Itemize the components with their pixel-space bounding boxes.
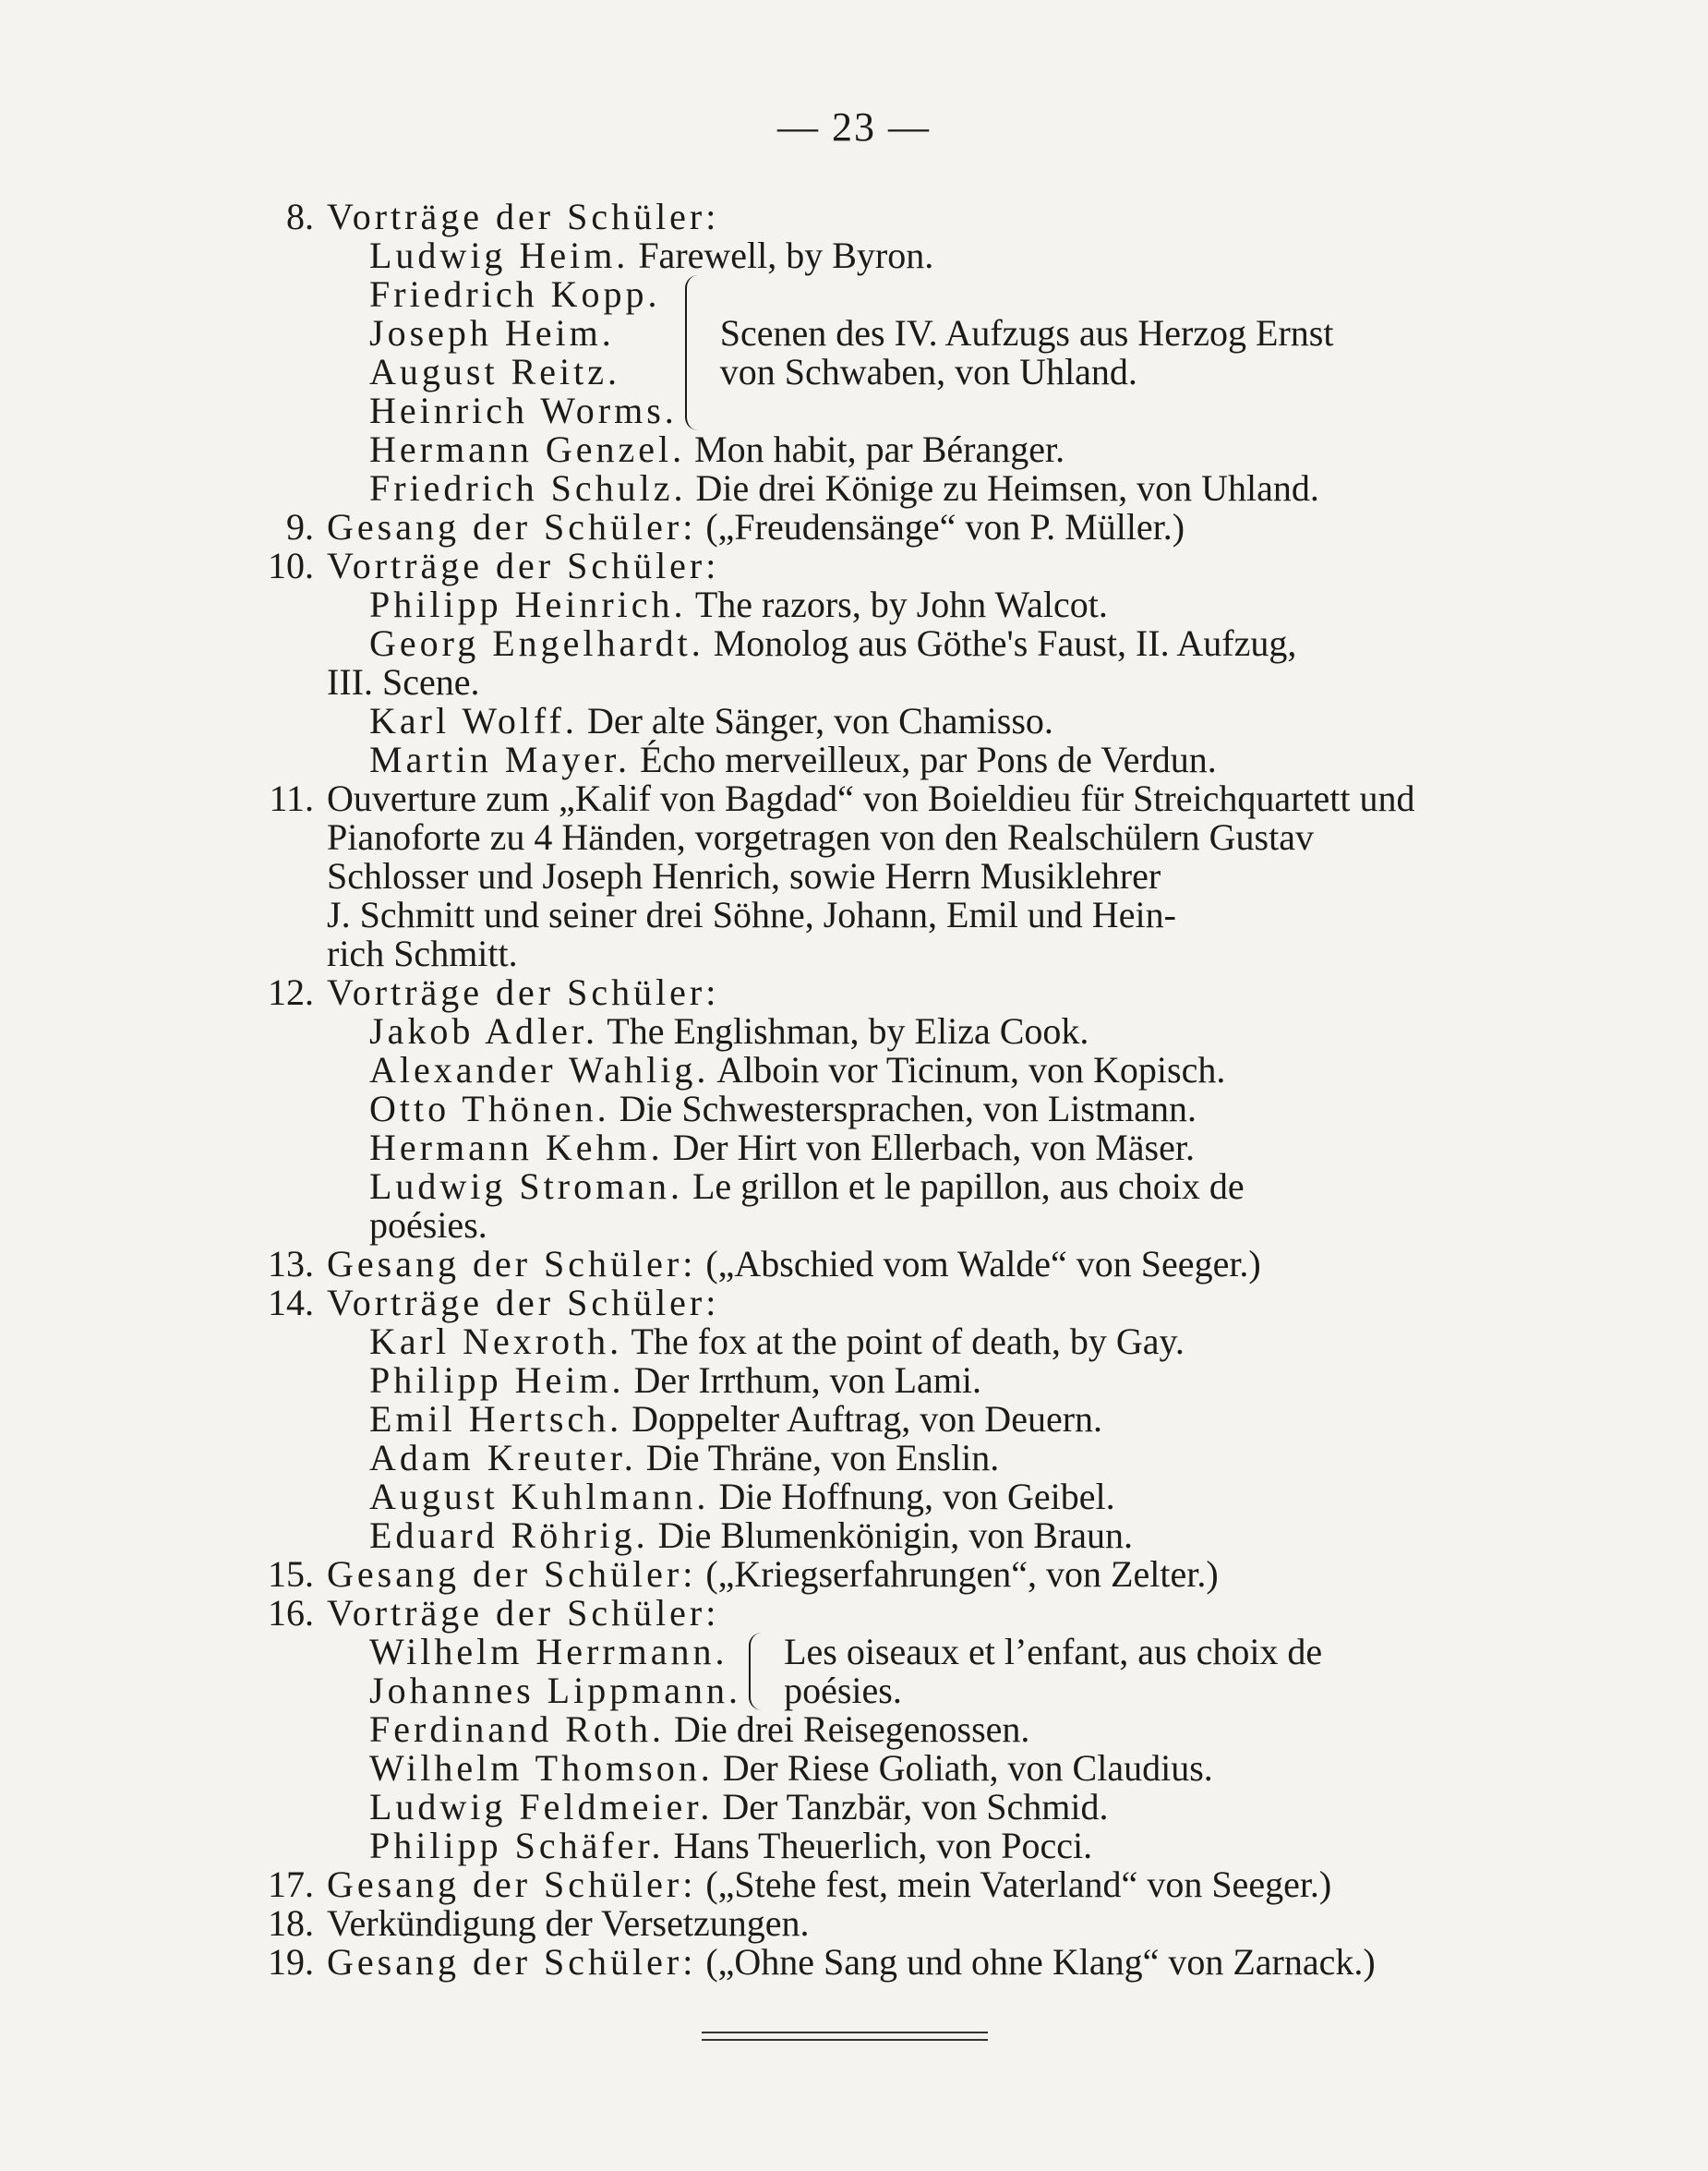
performer-name: Philipp Schäfer. bbox=[369, 1825, 665, 1866]
performer-name: Ludwig Stroman. bbox=[369, 1165, 683, 1207]
item-detail: („Stehe fest, mein Vaterland“ von Seeger.) bbox=[705, 1863, 1332, 1905]
item-text: Schlosser und Joseph Henrich, sowie Herrn Musiklehrer bbox=[327, 855, 1161, 897]
piece-title: Die Thräne, von Enslin. bbox=[645, 1437, 1000, 1478]
item-heading: Vorträge der Schüler: bbox=[327, 1282, 720, 1323]
piece-title: Der Tanzbär, von Schmid. bbox=[722, 1786, 1109, 1827]
item-text: rich Schmitt. bbox=[327, 933, 518, 974]
item-heading: Gesang der Schüler: bbox=[327, 1243, 697, 1285]
piece-title: Die drei Könige zu Heimsen, von Uhland. bbox=[695, 467, 1319, 509]
performance-line bbox=[235, 1012, 1500, 1051]
piece-title-continued: von Schwaben, von Uhland. bbox=[719, 351, 1137, 392]
list-item-18 bbox=[235, 1904, 1500, 1943]
list-item-12 bbox=[235, 973, 1500, 1012]
piece-title: The razors, by John Walcot. bbox=[694, 584, 1108, 625]
item-number: 18. bbox=[268, 1902, 314, 1944]
performer-name: Ludwig Feldmeier. bbox=[369, 1786, 714, 1827]
performer-name: Wilhelm Herrmann. bbox=[369, 1631, 728, 1672]
item-detail: („Ohne Sang und ohne Klang“ von Zarnack.) bbox=[705, 1941, 1376, 1983]
performer-name: Karl Wolff. bbox=[369, 700, 578, 742]
performance-line bbox=[235, 1439, 1500, 1477]
piece-title: Der Irrthum, von Lami. bbox=[633, 1359, 982, 1401]
item-number: 8. bbox=[286, 196, 314, 237]
list-item-9 bbox=[235, 508, 1500, 547]
performer-name: August Kuhlmann. bbox=[369, 1476, 710, 1517]
item-detail: („Freudensänge“ von P. Müller.) bbox=[705, 506, 1185, 548]
item-heading: Gesang der Schüler: bbox=[327, 1553, 697, 1595]
performance-line bbox=[235, 1322, 1500, 1361]
performer-name: Joseph Heim. bbox=[369, 312, 615, 354]
performer-group bbox=[235, 1633, 1500, 1710]
performance-line bbox=[235, 1167, 1500, 1206]
performer-name: Hermann Genzel. bbox=[369, 428, 686, 470]
performer-name: Friedrich Kopp. bbox=[369, 273, 661, 315]
item-number: 13. bbox=[268, 1243, 314, 1285]
program-list bbox=[235, 198, 1500, 1982]
performer-group bbox=[235, 275, 1500, 430]
performer-name: Philipp Heim. bbox=[369, 1359, 625, 1401]
continuation-line bbox=[235, 935, 1500, 973]
performance-line bbox=[235, 469, 1500, 508]
piece-title: Der Riese Goliath, von Claudius. bbox=[722, 1747, 1213, 1789]
piece-title-continued: poésies. bbox=[784, 1670, 902, 1711]
page-number: — 23 — bbox=[777, 104, 931, 150]
performer-name: August Reitz. bbox=[369, 351, 620, 392]
continuation-line bbox=[235, 818, 1500, 857]
end-rule-divider bbox=[702, 2032, 988, 2033]
list-item-8 bbox=[235, 198, 1500, 236]
piece-title: Die Schwestersprachen, von Listmann. bbox=[619, 1088, 1197, 1129]
continuation-line bbox=[235, 663, 1500, 702]
brace-icon bbox=[685, 275, 707, 430]
item-number: 12. bbox=[268, 971, 314, 1013]
performer-name: Otto Thönen. bbox=[369, 1088, 610, 1129]
piece-title: Die drei Reisegenossen. bbox=[673, 1708, 1030, 1750]
piece-title: Der Hirt von Ellerbach, von Mäser. bbox=[672, 1127, 1195, 1168]
item-number: 9. bbox=[286, 506, 314, 548]
item-heading: Vorträge der Schüler: bbox=[327, 196, 720, 237]
performance-line bbox=[235, 1710, 1500, 1749]
list-item-10 bbox=[235, 547, 1500, 585]
piece-title: Le grillon et le papillon, aus choix de bbox=[692, 1165, 1245, 1207]
piece-title: Les oiseaux et l’enfant, aus choix de bbox=[784, 1631, 1323, 1672]
performance-line bbox=[235, 1477, 1500, 1516]
piece-title: Écho merveilleux, par Pons de Verdun. bbox=[640, 739, 1217, 780]
performer-name: Karl Nexroth. bbox=[369, 1321, 623, 1362]
piece-title: Alboin vor Ticinum, von Kopisch. bbox=[716, 1049, 1226, 1091]
performer-name: Emil Hertsch. bbox=[369, 1398, 623, 1440]
performer-name: Eduard Röhrig. bbox=[369, 1514, 649, 1556]
performer-name: Johannes Lippmann. bbox=[369, 1670, 742, 1711]
piece-title-continued: poésies. bbox=[369, 1204, 487, 1246]
performer-name: Philipp Heinrich. bbox=[369, 584, 687, 625]
item-number: 15. bbox=[268, 1553, 314, 1595]
item-text: Pianoforte zu 4 Händen, vorgetragen von den Realschülern Gustav bbox=[327, 816, 1314, 858]
list-item-14 bbox=[235, 1284, 1500, 1322]
item-heading: Gesang der Schüler: bbox=[327, 1863, 697, 1905]
item-number: 11. bbox=[269, 778, 314, 819]
performer-name: Jakob Adler. bbox=[369, 1010, 598, 1052]
piece-title: Hans Theuerlich, von Pocci. bbox=[673, 1825, 1093, 1866]
performer-name: Wilhelm Thomson. bbox=[369, 1747, 714, 1789]
performer-name: Hermann Kehm. bbox=[369, 1127, 664, 1168]
list-item-11 bbox=[235, 779, 1500, 818]
item-number: 16. bbox=[268, 1592, 314, 1634]
piece-title: Farewell, by Byron. bbox=[638, 235, 934, 276]
performance-line bbox=[235, 1827, 1500, 1865]
performance-line bbox=[235, 1128, 1500, 1167]
performance-line bbox=[235, 1516, 1500, 1555]
item-text: Verkündigung der Versetzungen. bbox=[327, 1902, 810, 1944]
item-number: 17. bbox=[268, 1863, 314, 1905]
performer-name: Ferdinand Roth. bbox=[369, 1708, 665, 1750]
performer-name: Adam Kreuter. bbox=[369, 1437, 637, 1478]
performance-line bbox=[235, 1788, 1500, 1827]
piece-title: Scenen des IV. Aufzugs aus Herzog Ernst bbox=[719, 312, 1334, 354]
list-item-13 bbox=[235, 1245, 1500, 1284]
item-heading: Vorträge der Schüler: bbox=[327, 545, 720, 586]
performance-line bbox=[235, 1090, 1500, 1128]
item-heading: Gesang der Schüler: bbox=[327, 506, 697, 548]
item-number: 19. bbox=[268, 1941, 314, 1983]
performer-name: Heinrich Worms. bbox=[369, 390, 678, 431]
piece-title: Die Blumenkönigin, von Braun. bbox=[657, 1514, 1134, 1556]
item-text: J. Schmitt und seiner drei Söhne, Johann, Emil und Hein- bbox=[327, 894, 1176, 935]
performance-line bbox=[235, 585, 1500, 624]
performer-name: Ludwig Heim. bbox=[369, 235, 630, 276]
item-heading: Gesang der Schüler: bbox=[327, 1941, 697, 1983]
end-rule-divider bbox=[702, 2039, 988, 2041]
item-detail: („Kriegserfahrungen“, von Zelter.) bbox=[705, 1553, 1219, 1595]
performer-name: Georg Engelhardt. bbox=[369, 622, 704, 664]
performance-line bbox=[235, 236, 1500, 275]
performance-line bbox=[235, 624, 1500, 663]
piece-title: Die Hoffnung, von Geibel. bbox=[718, 1476, 1115, 1517]
item-heading: Vorträge der Schüler: bbox=[327, 971, 720, 1013]
piece-title: The Englishman, by Eliza Cook. bbox=[607, 1010, 1089, 1052]
item-text: Ouverture zum „Kalif von Bagdad“ von Boieldieu für Streichquartett und bbox=[327, 778, 1415, 819]
list-item-16 bbox=[235, 1594, 1500, 1633]
item-number: 14. bbox=[268, 1282, 314, 1323]
performer-name: Martin Mayer. bbox=[369, 739, 631, 780]
piece-title: Der alte Sänger, von Chamisso. bbox=[586, 700, 1053, 742]
performance-line bbox=[235, 1400, 1500, 1439]
piece-title: Monolog aus Göthe's Faust, II. Aufzug, bbox=[713, 622, 1297, 664]
item-heading: Vorträge der Schüler: bbox=[327, 1592, 720, 1634]
continuation-line bbox=[235, 1206, 1500, 1245]
continuation-line bbox=[235, 896, 1500, 935]
list-item-19 bbox=[235, 1943, 1500, 1982]
piece-title: The fox at the point of death, by Gay. bbox=[631, 1321, 1185, 1362]
piece-title-continued: III. Scene. bbox=[327, 661, 480, 703]
performance-line bbox=[235, 1051, 1500, 1090]
brace-icon bbox=[749, 1633, 771, 1710]
continuation-line bbox=[235, 857, 1500, 896]
item-detail: („Abschied vom Walde“ von Seeger.) bbox=[705, 1243, 1261, 1285]
performance-line bbox=[235, 1749, 1500, 1788]
list-item-17 bbox=[235, 1865, 1500, 1904]
performer-name: Friedrich Schulz. bbox=[369, 467, 687, 509]
piece-title: Mon habit, par Béranger. bbox=[694, 428, 1065, 470]
performer-name: Alexander Wahlig. bbox=[369, 1049, 710, 1091]
piece-title: Doppelter Auftrag, von Deuern. bbox=[631, 1398, 1103, 1440]
list-item-15 bbox=[235, 1555, 1500, 1594]
performance-line bbox=[235, 1361, 1500, 1400]
performance-line bbox=[235, 741, 1500, 779]
item-number: 10. bbox=[268, 545, 314, 586]
performance-line bbox=[235, 430, 1500, 469]
performance-line bbox=[235, 702, 1500, 741]
